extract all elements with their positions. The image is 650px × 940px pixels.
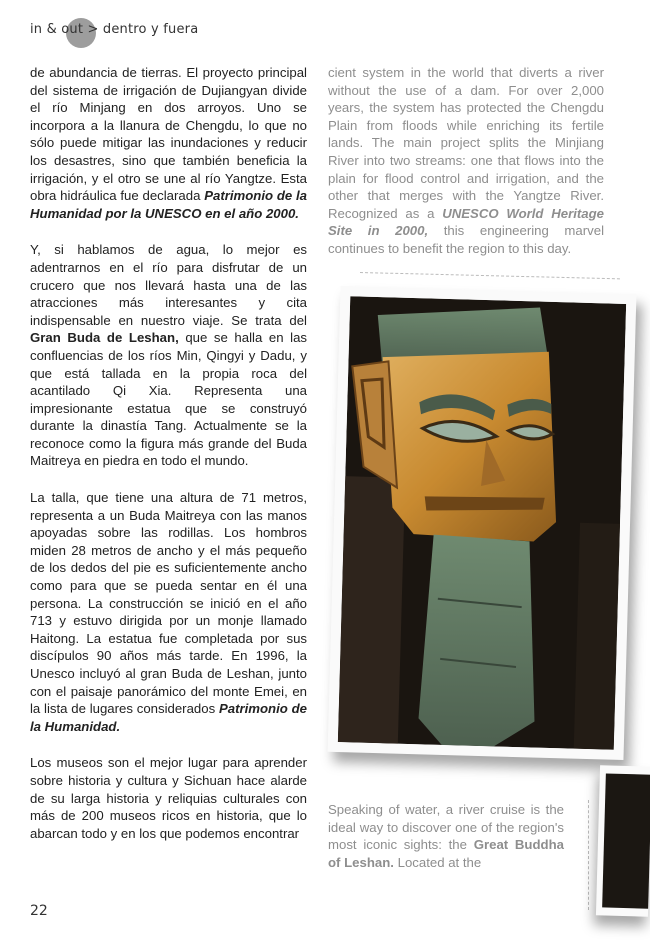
spanish-paragraph-3: La talla, que tiene una altura de 71 metros, representa a un Buda Maitreya con las manos apoyadas sobre las rodillas. Los hombros miden 28 metros de ancho y el más pequeño de los dedos del pie es suficientemente ancho como para que se pueda sentar en él una persona. La construcción se inició en el año 713 y estuvo dirigida por un monje llamado Haitong. La estatua fue completada por sus discípulos 90 años más tarde. En 1996, la Unesco incluyó al gran Buda de Leshan, junto con el paisaje panorámico del monte Emei, en la lista de lugares considerados Patrimonio de la Humanidad.: [30, 490, 307, 734]
spanish-paragraph-2: Y, si hablamos de agua, lo mejor es adentrarnos en el río para disfrutar de un crucero que nos llevará hasta una de las atracciones más interesantes y cita indispensable en nuestro viaje. Se trata del Gran Buda de Leshan, que se halla en las confluencias de los ríos Min, Qingyi y Dadu, y que está tallada en la propia roca del acantilado Qi Xia. Representa una impresionante estatua que se construyó durante la dinastía Tang. Actualmente se la reconoce como la figura más grande del Buda Maitreya en piedra en todo el mundo.: [30, 242, 307, 469]
spanish-paragraph-1: de abundancia de tierras. El proyecto principal del sistema de irrigación de Dujiangyan divide el río Minjang en dos arroyos. Uno se incorpora a la llanura de Chengdu, lo que no sólo puede mitigar las inundaciones y reducir los desastres, sino que también beneficia la irrigación, y el otro se une al río Yangtze. Esta obra hidráulica fue declarada Patrimonio de la Humanidad por la UNESCO en el año 2000.: [30, 65, 307, 221]
second-photo-image: [602, 773, 650, 908]
bronze-mask-photo: [328, 286, 637, 760]
section-header: [30, 22, 198, 46]
dashed-guide-line-vertical: [588, 800, 589, 910]
page-number: 22: [30, 903, 48, 919]
dashed-guide-line: [360, 272, 620, 279]
second-photo-edge: [596, 765, 650, 916]
english-paragraph-1: cient system in the world that diverts a river without the use of a dam. For over 2,000 years, the system has protected the Chengdu Plain from floods while enriching its fertile lands. The main project splits the Minjiang River into two streams: one that flows into the plain for flood control and irrigation, and the other that merges with the Yangtze River. Recognized as a UNESCO World Heritage Site in 2000, this engineering marvel continues to benefit the region to this day.: [328, 65, 605, 256]
bronze-mask-illustration: [338, 296, 626, 750]
header-text: in & out > dentro y fuera: [30, 22, 199, 37]
spanish-column: [30, 64, 307, 861]
english-column-lower: [328, 801, 564, 871]
spanish-paragraph-4: Los museos son el mejor lugar para aprender sobre historia y cultura y Sichuan hace alarde de su larga historia y reliquias culturales con más de 200 museos ricos en historia, que lo abarcan todo y en los que podemos encontrar: [30, 755, 307, 841]
english-paragraph-2: Speaking of water, a river cruise is the ideal way to discover one of the region's most iconic sights: the Great Buddha of Leshan. Located at the: [328, 802, 564, 870]
english-column: [328, 64, 604, 258]
